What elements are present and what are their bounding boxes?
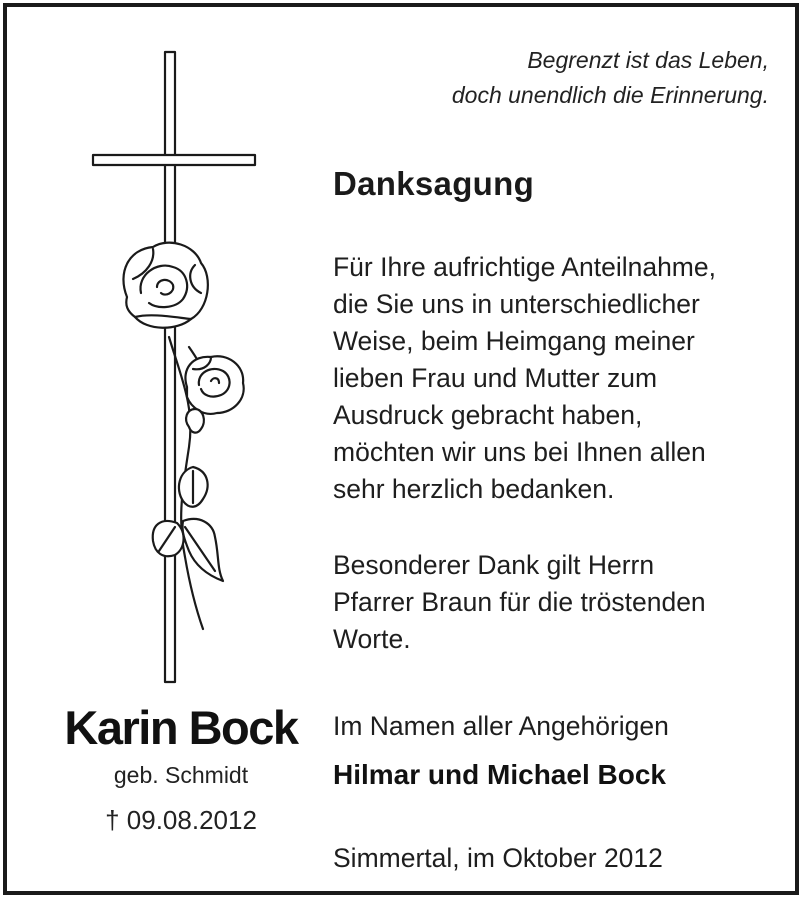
motto-line: Begrenzt ist das Leben,: [527, 47, 769, 73]
text-line: Pfarrer Braun für die tröstenden: [333, 587, 706, 617]
text-line: Weise, beim Heimgang meiner: [333, 326, 695, 356]
text-line: sehr herzlich bedanken.: [333, 474, 615, 504]
text-line: möchten wir uns bei Ihnen allen: [333, 437, 706, 467]
text-line: Worte.: [333, 624, 411, 654]
text-line: Ausdruck gebracht haben,: [333, 400, 643, 430]
text-line: Besonderer Dank gilt Herrn: [333, 550, 655, 580]
text-line: die Sie uns in unterschiedlicher: [333, 289, 700, 319]
birth-name: geb. Schmidt: [113, 762, 249, 788]
motto-line: doch unendlich die Erinnerung.: [451, 82, 769, 108]
on-behalf-text: Im Namen aller Angehörigen: [333, 711, 669, 741]
deceased-name: Karin Bock: [64, 701, 298, 754]
text-line: Für Ihre aufrichtige Anteilnahme,: [333, 252, 716, 282]
motto: [452, 43, 769, 113]
place-date: Simmertal, im Oktober 2012: [333, 843, 663, 873]
thanks-paragraph: [333, 249, 716, 508]
heading: Danksagung: [333, 165, 535, 202]
signers-names: Hilmar und Michael Bock: [333, 759, 666, 790]
special-thanks-paragraph: [333, 547, 706, 658]
death-date: † 09.08.2012: [105, 805, 257, 835]
text-line: lieben Frau und Mutter zum: [333, 363, 658, 393]
obituary-card: [3, 3, 799, 895]
cross-with-roses-icon: [77, 47, 267, 687]
